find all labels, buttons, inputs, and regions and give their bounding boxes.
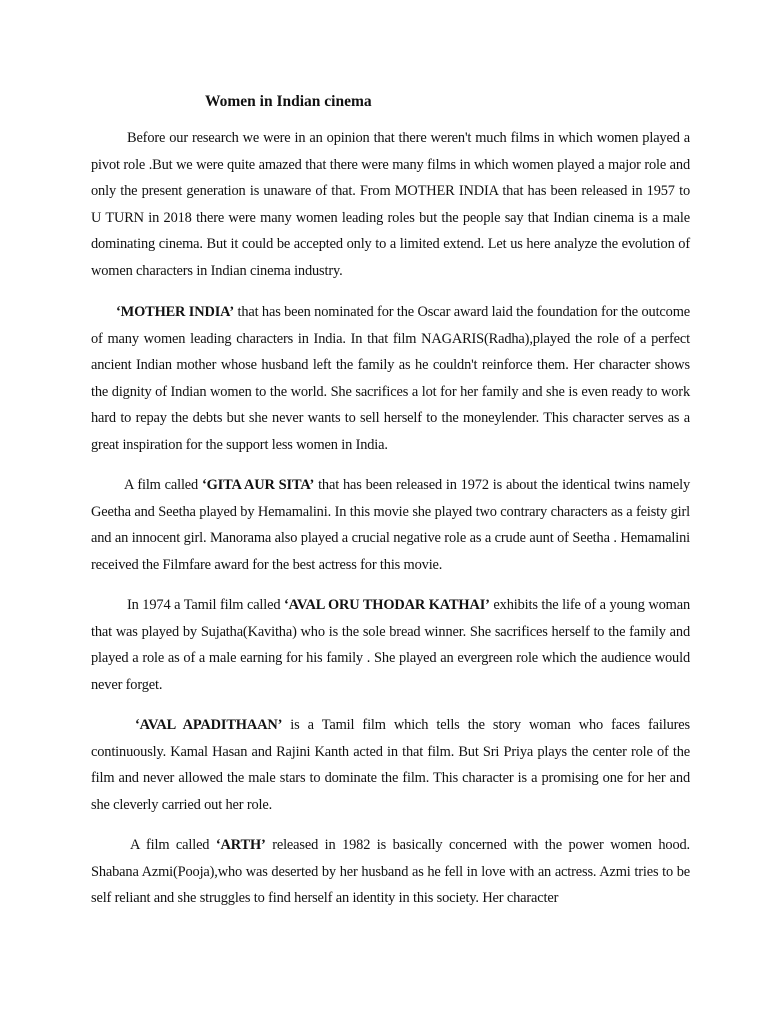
paragraph-text: exhibits the life of a young woman that was played by Sujatha(Kavitha) who is the sole bread winner. She sacrifices herself to the family and played a role as of a male earning for his family . She played an evergreen role which the audience would never forget. bbox=[91, 597, 690, 693]
paragraph-intro bbox=[91, 125, 690, 285]
paragraph-text: that has been nominated for the Oscar award laid the foundation for the outcome of many women leading characters in India. In that film NAGARIS(Radha),played the role of a perfect ancient Indian mother whose husband left the family as he couldn't reinforce them. Her character shows the dignity of Indian women to the world. She sacrifices a lot for her family and she is even ready to work hard to repay the debts but she never wants to sell herself to the moneylender. This character serves as a great inspiration for the support less women in India. bbox=[91, 304, 690, 453]
paragraph-text: released in 1982 is basically concerned with the power women hood. Shabana Azmi(Pooja),who was deserted by her husband as he fell in love with an actress. Azmi tries to be self reliant and she struggles to find herself an identity in this society. Her character bbox=[91, 837, 690, 907]
paragraph-aval-apadithaan bbox=[91, 712, 690, 818]
film-title-mother-india: ‘MOTHER INDIA’ bbox=[116, 304, 234, 320]
film-title-aval-apadithaan: ‘AVAL APADITHAAN’ bbox=[135, 717, 283, 733]
paragraph-gita-aur-sita bbox=[91, 472, 690, 578]
paragraph-text: In 1974 a Tamil film called bbox=[127, 597, 285, 613]
paragraph-mother-india bbox=[91, 299, 690, 459]
film-title-aval-oru-thodar-kathai: ‘AVAL ORU THODAR KATHAI’ bbox=[284, 597, 490, 613]
paragraph-text: Before our research we were in an opinion that there weren't much films in which women played a pivot role .But we were quite amazed that there were many films in which women played a major role and only the present generation is unaware of that. From MOTHER INDIA that has been released in 1957 to U TURN in 2018 there were many women leading roles but the people say that Indian cinema is a male dominating cinema. But it could be accepted only to a limited extend. Let us here analyze the evolution of women characters in Indian cinema industry. bbox=[91, 130, 690, 279]
page-title: Women in Indian cinema bbox=[205, 93, 372, 110]
film-title-gita-aur-sita: ‘GITA AUR SITA’ bbox=[201, 477, 315, 493]
paragraph-text: A film called bbox=[130, 837, 216, 853]
paragraph-text: is a Tamil film which tells the story woman who faces failures continuously. Kamal Hasan and Rajini Kanth acted in that film. But Sri Priya plays the center role of the film and never allowed the male stars to dominate the film. This character is a promising one for her and she cleverly carried out her role. bbox=[91, 717, 690, 813]
paragraph-arth bbox=[91, 832, 690, 912]
paragraph-text: that has been released in 1972 is about the identical twins namely Geetha and Seetha played by Hemamalini. In this movie she played two contrary characters as a feisty girl and an innocent girl. Manorama also played a crucial negative role as a crude aunt of Seetha . Hemamalini received the Filmfare award for the best actress for this movie. bbox=[91, 477, 690, 573]
paragraph-text: A film called bbox=[124, 477, 202, 493]
film-title-arth: ‘ARTH’ bbox=[215, 837, 266, 853]
paragraph-aval-oru-thodar-kathai bbox=[91, 592, 690, 698]
